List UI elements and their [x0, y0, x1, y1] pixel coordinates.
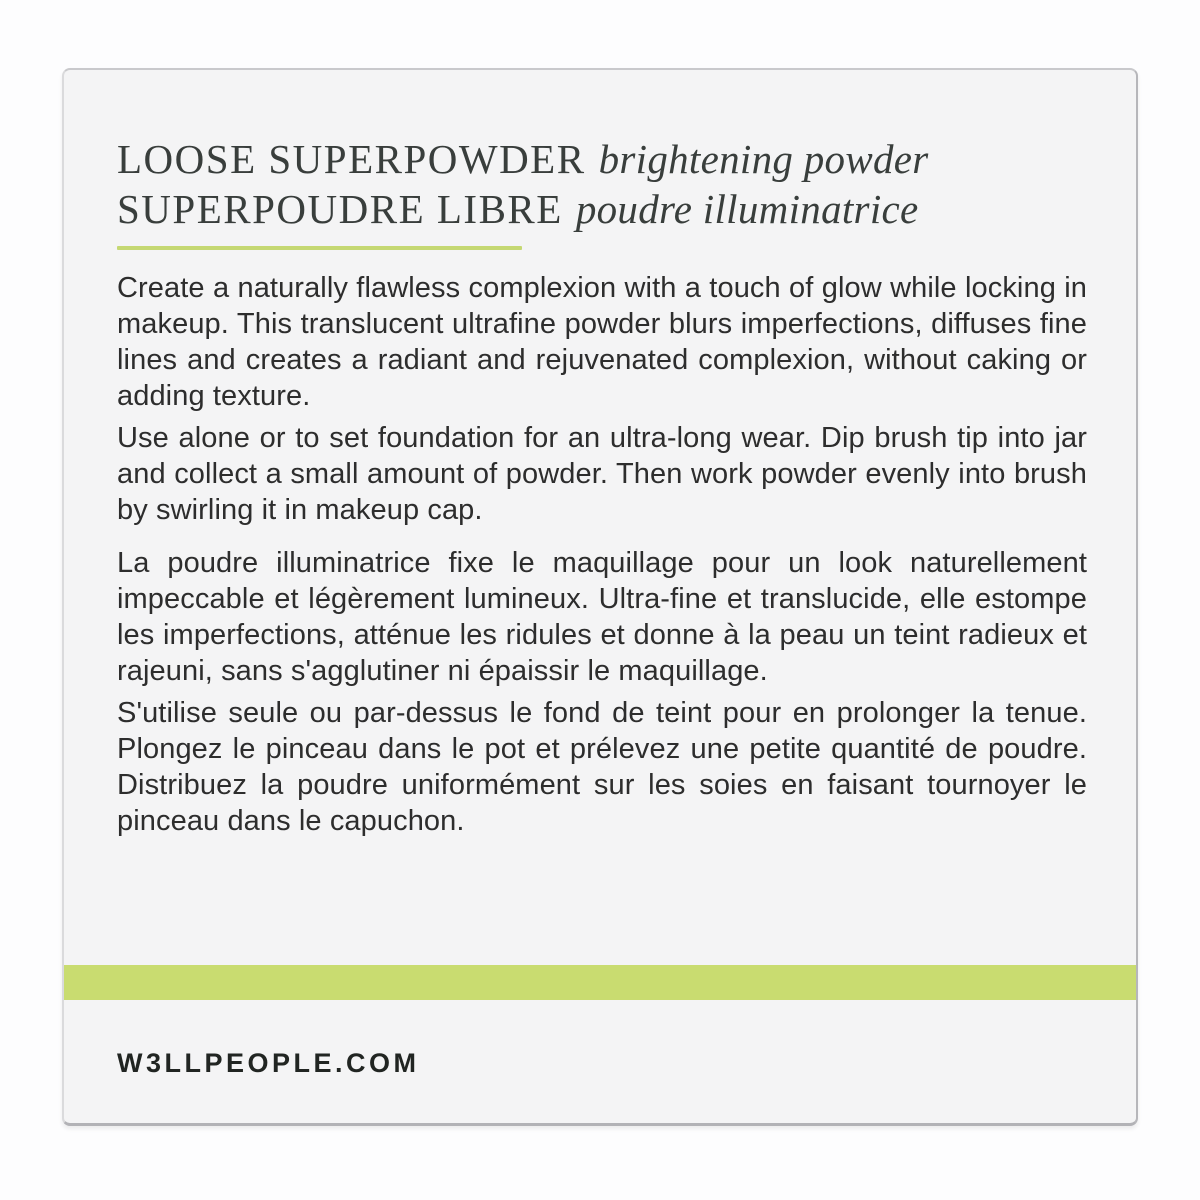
- description-block: [117, 270, 1087, 845]
- product-name-fr: SUPERPOUDRE LIBRE: [117, 186, 563, 232]
- description-fr-paragraph-2: S'utilise seule ou par-dessus le fond de teint pour en prolonger la tenue. Plongez le pinceau dans le pot et prélevez une petite quantité de poudre. Distribuez la poudre uniformément sur les soies en faisant tournoyer le pinceau dans le capuchon.: [117, 697, 1087, 837]
- title-accent-underline: [117, 246, 522, 250]
- product-descriptor-fr: poudre illuminatrice: [575, 186, 919, 232]
- packaging-back-panel: [62, 68, 1138, 1126]
- description-fr-paragraph-1: La poudre illuminatrice fixe le maquillage pour un look naturellement impeccable et légèrement lumineux. Ultra-fine et translucide, elle estompe les imperfections, atténue les ridules et donne à la peau un teint radieux et rajeuni, sans s'agglutiner ni épaissir le maquillage.: [117, 547, 1087, 687]
- description-en-paragraph-1: Create a naturally flawless complexion with a touch of glow while locking in makeup. This translucent ultrafine powder blurs imperfections, diffuses fine lines and creates a radiant and rejuvenated complexion, without caking or adding texture.: [117, 272, 1087, 412]
- product-title-line-en: [117, 134, 1096, 184]
- accent-color-band: [62, 965, 1138, 1000]
- product-descriptor-en: brightening powder: [598, 136, 929, 182]
- product-title-line-fr: [117, 184, 1096, 234]
- product-title: [117, 134, 1096, 234]
- website-url: W3LLPEOPLE.COM: [117, 1048, 420, 1078]
- product-name-en: LOOSE SUPERPOWDER: [117, 136, 586, 182]
- description-en-paragraph-2: Use alone or to set foundation for an ultra-long wear. Dip brush tip into jar and collect a small amount of powder. Then work powder evenly into brush by swirling it in makeup cap.: [117, 422, 1087, 526]
